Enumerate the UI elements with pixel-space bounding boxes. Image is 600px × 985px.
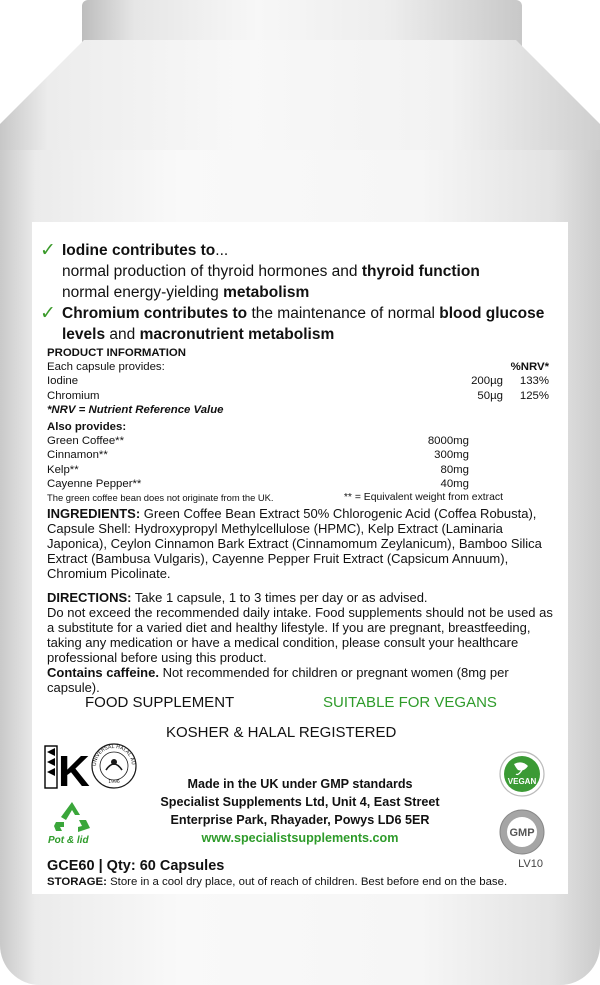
extract-row: Cayenne Pepper** 40mg [47, 477, 469, 490]
origin-note: The green coffee bean does not originate from the UK. [47, 492, 274, 504]
svg-text:GMP: GMP [509, 827, 535, 839]
kosher-logo [44, 742, 90, 792]
food-supplement-text: FOOD SUPPLEMENT [85, 694, 235, 711]
svg-text:1996: 1996 [108, 780, 120, 785]
manufacturer-info: Made in the UK under GMP standards Specialist Supplements Ltd, Unit 4, East Street Enterprise Park, Rhayader, Powys LD6 5ER www.specialistsupplements.com [150, 775, 450, 847]
label-version: LV10 [518, 858, 543, 870]
product-code: GCE60 | Qty: 60 Capsules [47, 858, 225, 874]
extract-row: Cinnamon** 300mg [47, 449, 469, 462]
equivalent-note: ** = Equivalent weight from extract [343, 492, 503, 504]
label-footer: GCE60 | Qty: 60 Capsules LV10 STORAGE: Store in a cool dry place, out of reach of children. Best before end on the base. [47, 858, 557, 888]
halal-authority-logo [90, 742, 138, 790]
checkmark-icon: ✓ [40, 303, 56, 324]
iodine-claim-heading: Iodine contributes to [62, 242, 216, 259]
ingredients: INGREDIENTS: Green Coffee Bean Extract 50% Chlorogenic Acid (Coffea Robusta), Capsule Shell: Hydroxypropyl Methylcellulose (HPMC), Kelp Extract (Laminaria Japonica), Ceylon Cinnamon Bark Extract (Cinnamomum Zeylanicum), Bamboo Silica Extract (Bambusa Vulgaris), Cayenne Pepper Fruit Extract (Capsicum Annuum), Chromium Picolinate. [47, 506, 542, 581]
nrv-header: %NRV* [510, 361, 549, 374]
svg-text:VEGAN: VEGAN [507, 777, 537, 786]
svg-text:K: K [58, 747, 90, 792]
nutrient-row: Chromium 50µg 125% [47, 389, 549, 402]
extract-row: Kelp** 80mg [47, 463, 469, 476]
directions-warning: Do not exceed the recommended daily intake. Food supplements should not be used as a substitute for a varied diet and healthy lifestyle. If you are pregnant, breastfeeding, taking any medication or have a medical condition, please consult your healthcare professional before using this product. [47, 605, 553, 665]
website-link[interactable]: www.specialistsupplements.com [201, 831, 399, 845]
product-information: PRODUCT INFORMATION Each capsule provides: %NRV* Iodine 200µg 133% Chromium 50µg 125% *NRV = Nutrient Reference Value [47, 346, 557, 417]
iodine-claim-line-2: normal energy-yielding metabolism [62, 284, 310, 301]
chromium-claim: ✓ Chromium contributes to the maintenance of normal blood glucose levels and macronutrient metabolism [40, 303, 545, 343]
iodine-claim-line-1: normal production of thyroid hormones and thyroid function [62, 263, 480, 280]
iodine-claim [40, 240, 560, 261]
vegan-text: SUITABLE FOR VEGANS [323, 694, 497, 711]
also-provides [47, 420, 557, 505]
nrv-note: *NRV = Nutrient Reference Value [47, 403, 224, 416]
nutrient-row: Iodine 200µg 133% [47, 375, 549, 388]
iodine-ellipsis: ... [215, 242, 229, 259]
health-claims [40, 240, 560, 345]
gmp-badge-icon [498, 808, 546, 856]
bottle-shoulder [0, 40, 600, 160]
extract-row: Green Coffee** 8000mg [47, 435, 469, 448]
kosher-halal-text: KOSHER & HALAL REGISTERED [166, 724, 397, 741]
recycle-caption: Pot & lid [48, 835, 89, 846]
product-info-title: PRODUCT INFORMATION [47, 347, 186, 359]
svg-text:UNIVERSAL HALAL AUTHORITY: UNIVERSAL HALAL AU [91, 743, 137, 767]
vegan-badge-icon [498, 750, 546, 798]
checkmark-icon: ✓ [40, 240, 56, 261]
directions: DIRECTIONS: Take 1 capsule, 1 to 3 times per day or as advised. Do not exceed the recommended daily intake. Food supplements should not be used as a substitute for a varied diet and healthy lifestyle. If you are pregnant, breastfeeding, taking any medication or have a medical condition, please consult your healthcare professional before using this product. Contains caffeine. Not recommended for children or pregnant women (8mg per capsule). [47, 590, 557, 695]
also-provides-title: Also provides: [47, 421, 127, 433]
recycle-icon [52, 800, 92, 834]
